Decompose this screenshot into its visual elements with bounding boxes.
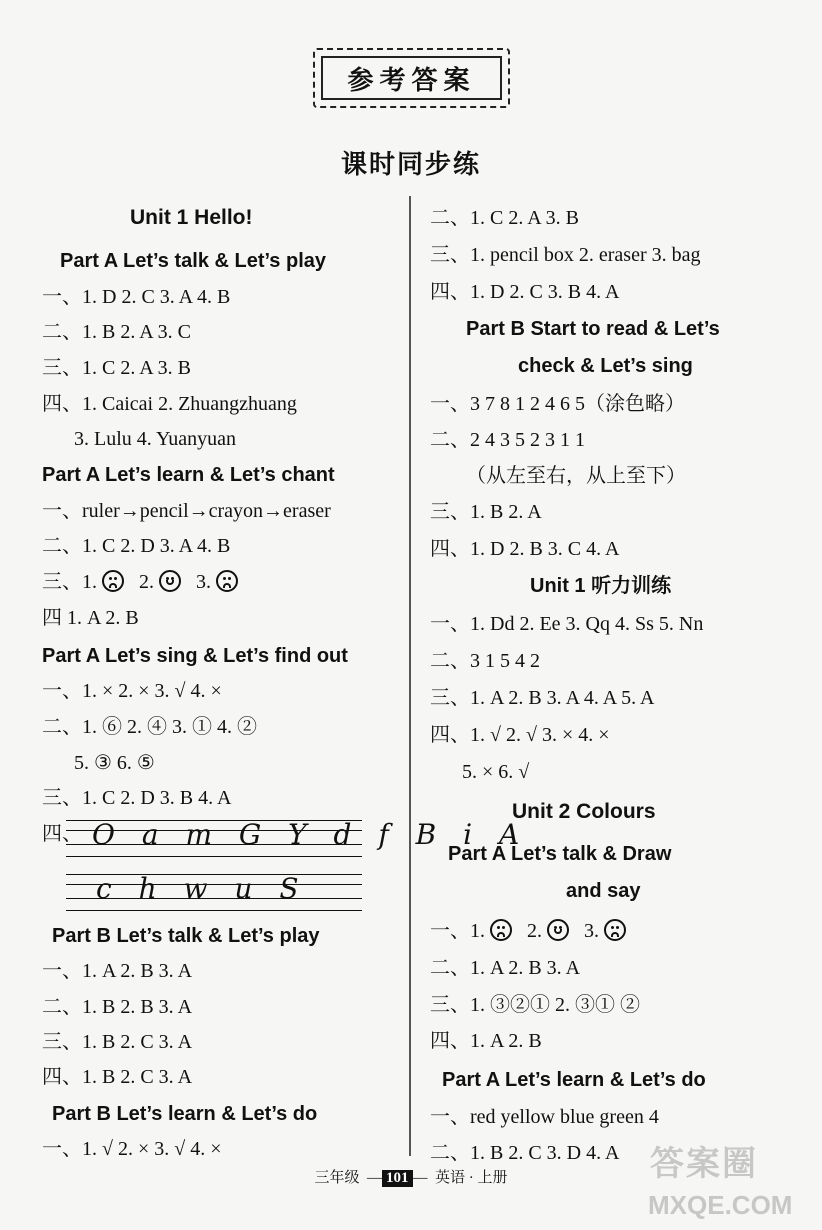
answer-line: 三、1. B 2. A bbox=[430, 501, 542, 523]
answer-line: 二、1. C 2. D 3. A 4. B bbox=[42, 535, 231, 557]
section-heading: Unit 1 听力训练 bbox=[530, 575, 672, 597]
question-number: 一、1. bbox=[430, 920, 485, 942]
answer-line: 四、1. A 2. B bbox=[430, 1030, 542, 1052]
answer-line: 一、1. × 2. × 3. √ 4. × bbox=[42, 680, 222, 702]
answer-line-faces: 三、1. 2. 3. bbox=[42, 568, 238, 596]
page-number: 101 bbox=[382, 1170, 413, 1187]
question-number: 3. bbox=[196, 571, 211, 593]
part-heading: Part A Let’s sing & Let’s find out bbox=[42, 645, 348, 667]
footer-grade: 三年级 bbox=[314, 1170, 360, 1186]
watermark-url: MXQE.COM bbox=[648, 1190, 793, 1220]
sad-face-icon bbox=[490, 919, 512, 941]
writing-label: 四、 bbox=[42, 823, 82, 845]
question-number: 3. bbox=[584, 920, 599, 942]
answer-line: 一、1. D 2. C 3. A 4. B bbox=[42, 286, 231, 308]
answer-line: 一、ruler→pencil→crayon→eraser bbox=[42, 500, 331, 522]
part-heading: Part A Let’s talk & Draw bbox=[448, 843, 672, 865]
answer-note: （从左至右，从上至下） bbox=[466, 465, 686, 487]
unit1-heading: Unit 1 Hello! bbox=[130, 206, 253, 229]
answer-line: 三、1. C 2. A 3. B bbox=[42, 357, 191, 379]
answer-line: 二、1. B 2. C 3. D 4. A bbox=[430, 1142, 620, 1164]
sad-face-icon bbox=[604, 919, 626, 941]
part-heading: and say bbox=[566, 880, 641, 902]
column-divider bbox=[409, 196, 411, 1156]
sad-face-icon bbox=[216, 570, 238, 592]
answer-line: 一、3 7 8 1 2 4 6 5（涂色略） bbox=[430, 393, 685, 415]
question-number: 2. bbox=[139, 571, 154, 593]
title-frame bbox=[313, 48, 510, 108]
answer-line: 二、1. C 2. A 3. B bbox=[430, 207, 579, 229]
section-subtitle: 课时同步练 bbox=[340, 150, 481, 180]
answer-line-faces bbox=[430, 917, 626, 945]
answer-line: 二、1. B 2. B 3. A bbox=[42, 996, 193, 1018]
part-heading: Part A Let’s learn & Let’s do bbox=[442, 1069, 706, 1091]
answer-line: 3. Lulu 4. Yuanyuan bbox=[74, 428, 237, 450]
answer-line: 一、1. √ 2. × 3. √ 4. × bbox=[42, 1138, 222, 1160]
answer-line: 四、1. B 2. C 3. A bbox=[42, 1066, 193, 1088]
smile-face-icon bbox=[159, 570, 181, 592]
answer-line: 三、1. ③②① 2. ③① ② bbox=[430, 994, 640, 1016]
question-number: 1. bbox=[82, 571, 97, 593]
page-footer: 三年级 — 101 — 英语 · 上册 bbox=[314, 1170, 508, 1186]
answer-line: 四、1. D 2. C 3. B 4. A bbox=[430, 281, 620, 303]
answer-line: 5. ③ 6. ⑤ bbox=[74, 752, 155, 774]
part-heading: Part A Let’s talk & Let’s play bbox=[60, 250, 327, 272]
answer-line: 一、1. Dd 2. Ee 3. Qq 4. Ss 5. Nn bbox=[430, 613, 704, 635]
answer-line: 一、red yellow blue green 4 bbox=[430, 1106, 659, 1128]
part-heading: Part B Let’s learn & Let’s do bbox=[52, 1103, 318, 1125]
answer-line: 三、1. A 2. B 3. A 4. A 5. A bbox=[430, 687, 655, 709]
part-heading: check & Let’s sing bbox=[518, 355, 693, 377]
answer-line: 四 1. A 2. B bbox=[42, 607, 139, 629]
answer-line: 二、3 1 5 4 2 bbox=[430, 650, 540, 672]
handwritten-letters: O a m G Y d f B i A bbox=[92, 818, 529, 851]
answer-line: 二、2 4 3 5 2 3 1 1 bbox=[430, 429, 585, 451]
answer-line: 三、1. pencil box 2. eraser 3. bag bbox=[430, 244, 701, 266]
answer-line: 二、1. B 2. A 3. C bbox=[42, 321, 191, 343]
answer-line: 一、1. A 2. B 3. A bbox=[42, 960, 193, 982]
unit2-heading: Unit 2 Colours bbox=[512, 800, 656, 823]
answer-line: 三、1. B 2. C 3. A bbox=[42, 1031, 193, 1053]
answer-line: 5. × 6. √ bbox=[462, 761, 530, 783]
part-heading: Part B Start to read & Let’s bbox=[466, 318, 720, 340]
handwritten-letters: c h w u S bbox=[96, 872, 308, 905]
sad-face-icon bbox=[102, 570, 124, 592]
question-number: 2. bbox=[527, 920, 542, 942]
answer-line: 四、1. D 2. B 3. C 4. A bbox=[430, 538, 620, 560]
part-heading: Part B Let’s talk & Let’s play bbox=[52, 925, 320, 947]
page-title: 参考答案 bbox=[321, 56, 502, 100]
watermark-logo: 答案圈 bbox=[650, 1145, 758, 1183]
answer-line: 四、1. √ 2. √ 3. × 4. × bbox=[430, 724, 610, 746]
handwriting-lines bbox=[66, 816, 529, 912]
answer-line: 四、1. Caicai 2. Zhuangzhuang bbox=[42, 393, 297, 415]
answer-line: 二、1. A 2. B 3. A bbox=[430, 957, 581, 979]
answer-line: 三、1. C 2. D 3. B 4. A bbox=[42, 787, 232, 809]
smile-face-icon bbox=[547, 919, 569, 941]
answer-line: 二、1. ⑥ 2. ④ 3. ① 4. ② bbox=[42, 716, 257, 738]
footer-subject: 英语 · 上册 bbox=[435, 1170, 508, 1186]
part-heading: Part A Let’s learn & Let’s chant bbox=[42, 464, 335, 486]
